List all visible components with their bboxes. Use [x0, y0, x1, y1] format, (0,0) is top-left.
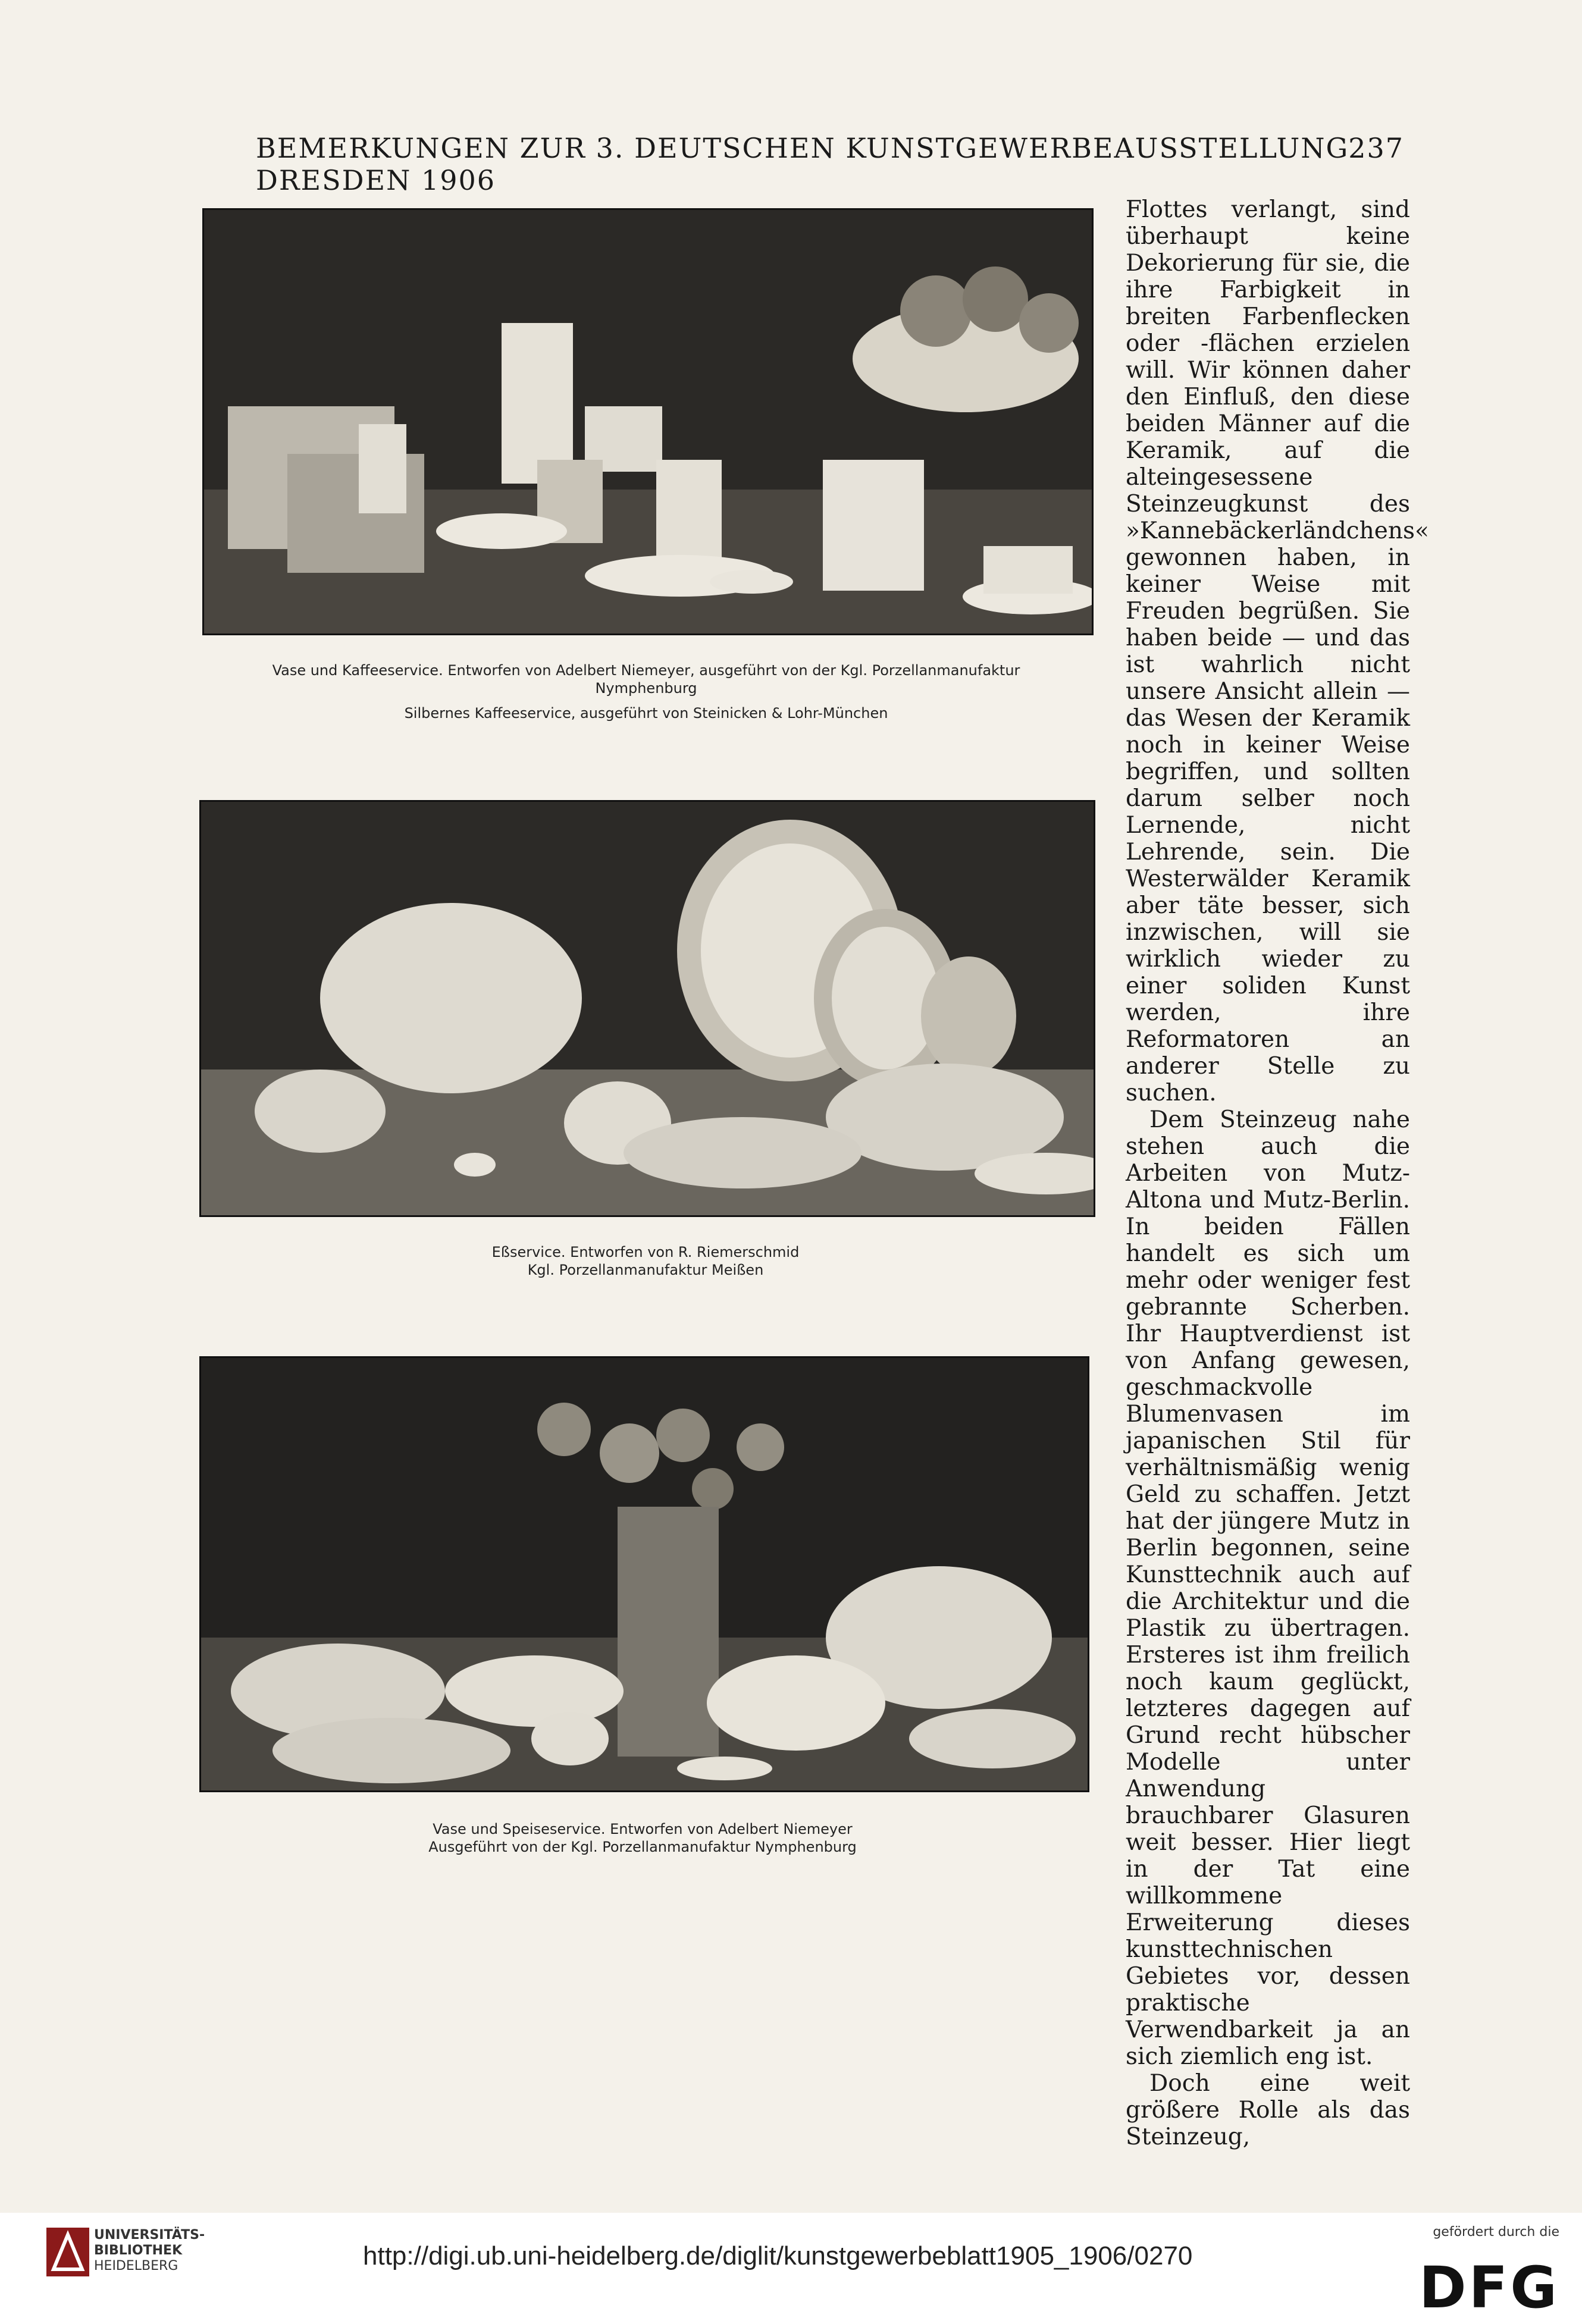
permalink-url[interactable]: http://digi.ub.uni-heidelberg.de/diglit/kunstgewerbeblatt1905_1906/0270 — [363, 2241, 1193, 2270]
funding-note: gefördert durch die — [1433, 2225, 1559, 2240]
page-number: 237 — [1348, 132, 1404, 164]
photo-vase-and-dinner-service — [199, 1356, 1089, 1792]
photo-vase-and-dinner-service-image — [201, 1358, 1088, 1790]
caption-figure-3 — [199, 1820, 1086, 1856]
paragraph-3: Doch eine weit größere Rolle als das Steinzeug, — [1126, 2070, 1410, 2150]
photo-dinner-service-riemerschmid-image — [201, 802, 1094, 1215]
photo-dinner-service-riemerschmid — [199, 800, 1095, 1217]
caption-figure-3-line-1: Vase und Speiseservice. Entworfen von Adelbert Niemeyer — [433, 1821, 853, 1837]
caption-figure-1-line-2: Nymphenburg — [595, 680, 697, 697]
library-line-1: UNIVERSITÄTS- — [94, 2228, 205, 2243]
body-text-column — [1126, 196, 1429, 2150]
library-line-2: BIBLIOTHEK — [94, 2243, 183, 2258]
photo-coffee-service-image — [204, 210, 1092, 633]
caption-figure-3-line-2: Ausgeführt von der Kgl. Porzellanmanufaktur Nymphenburg — [428, 1839, 857, 1855]
caption-figure-2-line-1: Eßservice. Entworfen von R. Riemerschmid — [491, 1244, 800, 1260]
caption-figure-2 — [199, 1243, 1092, 1279]
university-library-name — [94, 2228, 205, 2274]
caption-figure-2-line-2: Kgl. Porzellanmanufaktur Meißen — [527, 1262, 764, 1278]
caption-figure-1-line-1: Vase und Kaffeeservice. Entworfen von Adelbert Niemeyer, ausgeführt von der Kgl. Porzellanmanufaktur — [272, 662, 1020, 679]
paragraph-2: Dem Steinzeug nahe stehen auch die Arbeiten von Mutz-Altona und Mutz-Berlin. In beiden Fällen handelt es sich um mehr oder weniger fest gebrannte Scherben. Ihr Hauptverdienst ist von Anfang gewesen, geschmackvolle Blumenvasen im japanischen Stil für verhältnismäßig wenig Geld zu schaffen. Jetzt hat der jüngere Mutz in Berlin begonnen, seine Kunsttechnik auch auf die Architektur und die Plastik zu übertragen. Ersteres ist ihm freilich noch kaum geglückt, letzteres dagegen auf Grund recht hübscher Modelle unter Anwendung brauchbarer Glasuren weit besser. Hier liegt in der Tat eine willkommene Erweiterung dieses kunsttechnischen Gebietes vor, dessen praktische Verwendbarkeit ja an sich ziemlich eng ist. — [1126, 1106, 1410, 2070]
dfg-logo: DFG — [1418, 2254, 1559, 2321]
running-title: BEMERKUNGEN ZUR 3. DEUTSCHEN KUNSTGEWERBEAUSSTELLUNG DRESDEN 1906 — [256, 132, 1349, 196]
paragraph-1: Flottes verlangt, sind überhaupt keine Dekorierung für sie, die ihre Farbigkeit in breiten Farbenflecken oder -flächen erzielen will. Wir können daher den Einfluß, den diese beiden Männer auf die Keramik, auf die alteingesessene Steinzeugkunst des »Kannebäckerländchens« gewonnen haben, in keiner Weise mit Freuden begrüßen. Sie haben beide — und das ist wahrlich nicht unsere Ansicht allein — das Wesen der Keramik noch in keiner Weise begriffen, und sollten darum selber noch Lernende, nicht Lehrende, sein. Die Westerwälder Keramik aber täte besser, sich inzwischen, will sie wirklich wieder zu einer soliden Kunst werden, ihre Reformatoren an anderer Stelle zu suchen. — [1126, 196, 1429, 1106]
university-library-logo-icon — [46, 2228, 89, 2276]
library-line-3: HEIDELBERG — [94, 2259, 178, 2273]
photo-coffee-service — [202, 208, 1094, 635]
caption-figure-1 — [202, 661, 1090, 722]
caption-figure-1-line-3: Silbernes Kaffeeservice, ausgeführt von Steinicken & Lohr-München — [404, 705, 888, 722]
